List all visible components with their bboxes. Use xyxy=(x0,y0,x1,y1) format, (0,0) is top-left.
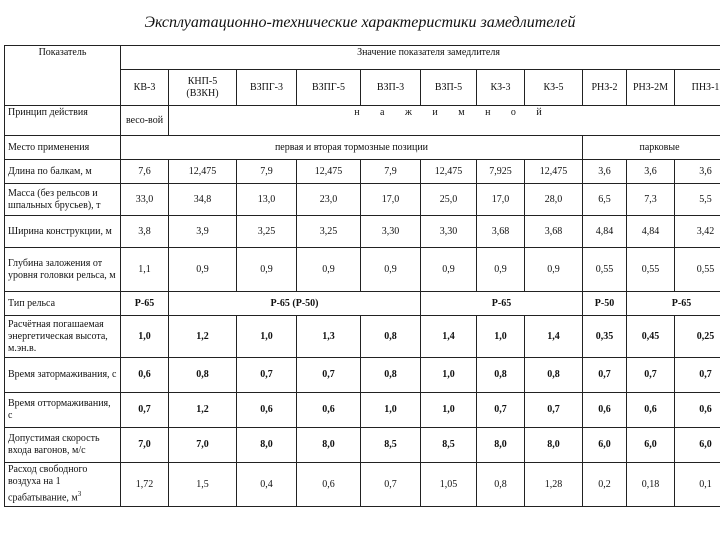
table-cell: 0,9 xyxy=(297,248,361,292)
table-cell: 0,9 xyxy=(361,248,421,292)
table-row xyxy=(5,292,720,316)
table-row xyxy=(5,463,720,507)
table-cell: 1,1 xyxy=(121,248,169,292)
table-cell: 8,0 xyxy=(297,428,361,463)
table-cell: 1,72 xyxy=(121,463,169,507)
row-label: Масса (без рельсов и шпальных брусьев), т xyxy=(5,184,121,216)
page-title: Эксплуатационно-технические характеристики замедлителей xyxy=(144,14,576,31)
table-cell: 1,05 xyxy=(421,463,477,507)
row-label: Расчётная погашаемая энергетическая высота, м.эн.в. xyxy=(5,316,121,358)
table-cell: 0,9 xyxy=(169,248,237,292)
table-cell: Р-50 xyxy=(583,292,627,316)
table-cell: 0,18 xyxy=(627,463,675,507)
table-cell: 1,28 xyxy=(525,463,583,507)
table-cell: 3,25 xyxy=(237,216,297,248)
table-cell: 7,925 xyxy=(477,160,525,184)
col-header: ВЗПГ-5 xyxy=(297,70,361,106)
table-cell: 7,0 xyxy=(121,428,169,463)
table-cell: 3,68 xyxy=(525,216,583,248)
table-row xyxy=(5,136,720,160)
table-cell: 7,0 xyxy=(169,428,237,463)
col-header: ВЗП-5 xyxy=(421,70,477,106)
table-cell: 0,6 xyxy=(297,463,361,507)
table-cell: 0,7 xyxy=(583,358,627,393)
table-cell: 1,4 xyxy=(421,316,477,358)
table-cell: 7,9 xyxy=(237,160,297,184)
col-header: КЗ-3 xyxy=(477,70,525,106)
table-row xyxy=(5,216,720,248)
table-cell: 3,8 xyxy=(121,216,169,248)
table-cell: 17,0 xyxy=(477,184,525,216)
table-cell: 8,0 xyxy=(237,428,297,463)
table-cell: 0,8 xyxy=(477,358,525,393)
table-cell: 0,45 xyxy=(627,316,675,358)
col-header: КЗ-5 xyxy=(525,70,583,106)
table-row xyxy=(5,248,720,292)
table-cell: 3,68 xyxy=(477,216,525,248)
table-cell: 0,7 xyxy=(525,393,583,428)
table-cell: весо-вой xyxy=(121,106,169,136)
table-cell: 0,7 xyxy=(361,463,421,507)
col-header: РНЗ-2 xyxy=(583,70,627,106)
table-cell: 12,475 xyxy=(525,160,583,184)
table-cell: 7,3 xyxy=(627,184,675,216)
table-cell: 7,9 xyxy=(361,160,421,184)
table-cell: первая и вторая тормозные позиции xyxy=(121,136,583,160)
table-row xyxy=(5,428,720,463)
table-row xyxy=(5,316,720,358)
table-cell: 0,8 xyxy=(361,316,421,358)
table-cell: 0,7 xyxy=(121,393,169,428)
table-cell: 1,3 xyxy=(297,316,361,358)
table-cell: 0,2 xyxy=(583,463,627,507)
table-cell: парковые xyxy=(583,136,720,160)
table-row xyxy=(5,184,720,216)
row-label: Тип рельса xyxy=(5,292,121,316)
table-cell: 1,0 xyxy=(121,316,169,358)
indicator-header: Показатель xyxy=(5,46,121,106)
table-cell: 8,0 xyxy=(525,428,583,463)
row-label: Допустимая скорость входа вагонов, м/с xyxy=(5,428,121,463)
table-cell: 0,8 xyxy=(525,358,583,393)
table-cell: 0,6 xyxy=(121,358,169,393)
specs-table xyxy=(4,45,720,507)
table-cell: 0,6 xyxy=(583,393,627,428)
value-group-header: Значение показателя замедлителя xyxy=(121,46,720,70)
table-cell: 8,5 xyxy=(361,428,421,463)
table-cell: 0,6 xyxy=(297,393,361,428)
table-cell: 0,7 xyxy=(675,358,720,393)
table-cell: 1,4 xyxy=(525,316,583,358)
table-cell: 28,0 xyxy=(525,184,583,216)
table-cell: 3,6 xyxy=(627,160,675,184)
col-header: РНЗ-2М xyxy=(627,70,675,106)
col-header: КВ-3 xyxy=(121,70,169,106)
table-cell: 5,5 xyxy=(675,184,720,216)
table-cell: 0,7 xyxy=(297,358,361,393)
row-label: Время оттормаживания, с xyxy=(5,393,121,428)
table-cell: 1,5 xyxy=(169,463,237,507)
table-cell: 3,25 xyxy=(297,216,361,248)
table-cell: 8,5 xyxy=(421,428,477,463)
table-cell: 6,0 xyxy=(583,428,627,463)
table-cell: 6,5 xyxy=(583,184,627,216)
table-row xyxy=(5,358,720,393)
table-cell: 3,42 xyxy=(675,216,720,248)
table-cell: 17,0 xyxy=(361,184,421,216)
table-cell: Р-65 xyxy=(121,292,169,316)
table-cell: 4,84 xyxy=(583,216,627,248)
table-cell: 3,6 xyxy=(675,160,720,184)
table-cell: 0,7 xyxy=(237,358,297,393)
table-cell: 0,55 xyxy=(675,248,720,292)
table-cell: 1,2 xyxy=(169,316,237,358)
table-cell: 4,84 xyxy=(627,216,675,248)
header-row xyxy=(5,46,720,70)
table-cell: 0,6 xyxy=(237,393,297,428)
table-cell: 0,6 xyxy=(627,393,675,428)
table-cell: 0,55 xyxy=(583,248,627,292)
table-cell: 6,0 xyxy=(675,428,720,463)
table-cell: 0,1 xyxy=(675,463,720,507)
table-cell: 0,9 xyxy=(525,248,583,292)
table-cell: 0,8 xyxy=(169,358,237,393)
table-cell: 3,30 xyxy=(421,216,477,248)
table-cell: 1,0 xyxy=(237,316,297,358)
table-row xyxy=(5,160,720,184)
table-cell: 1,2 xyxy=(169,393,237,428)
table-cell: 3,30 xyxy=(361,216,421,248)
table-cell: 1,0 xyxy=(421,358,477,393)
table-cell: 34,8 xyxy=(169,184,237,216)
table-cell: 8,0 xyxy=(477,428,525,463)
table-cell: 0,8 xyxy=(361,358,421,393)
table-cell: 6,0 xyxy=(627,428,675,463)
table-cell: 13,0 xyxy=(237,184,297,216)
row-label: Ширина конструкции, м xyxy=(5,216,121,248)
table-cell: 7,6 xyxy=(121,160,169,184)
table-cell: 3,9 xyxy=(169,216,237,248)
row-label: Принцип действия xyxy=(5,106,121,136)
col-header: ВЗПГ-3 xyxy=(237,70,297,106)
table-cell: 23,0 xyxy=(297,184,361,216)
table-cell: 0,9 xyxy=(421,248,477,292)
table-cell: 3,6 xyxy=(583,160,627,184)
table-cell: 12,475 xyxy=(421,160,477,184)
table-cell: 33,0 xyxy=(121,184,169,216)
table-cell: 12,475 xyxy=(297,160,361,184)
col-header: ПНЗ-1 xyxy=(675,70,720,106)
table-cell: 0,9 xyxy=(477,248,525,292)
table-cell: 1,0 xyxy=(421,393,477,428)
table-cell: 0,7 xyxy=(627,358,675,393)
table-cell: 1,0 xyxy=(361,393,421,428)
table-cell: 0,8 xyxy=(477,463,525,507)
row-label-superscript: 3 xyxy=(77,490,82,499)
table-cell: 0,6 xyxy=(675,393,720,428)
table-cell: Р-65 xyxy=(421,292,583,316)
table-cell: 0,9 xyxy=(237,248,297,292)
col-header: ВЗП-3 xyxy=(361,70,421,106)
table-cell: 0,25 xyxy=(675,316,720,358)
table-cell: 0,35 xyxy=(583,316,627,358)
table-cell: 0,4 xyxy=(237,463,297,507)
col-header: КНП-5 (ВЗКН) xyxy=(169,70,237,106)
table-cell: н а ж и м н о й xyxy=(169,106,720,136)
table-cell: Р-65 (Р-50) xyxy=(169,292,421,316)
table-cell: Р-65 xyxy=(627,292,720,316)
row-label: Глубина заложения от уровня головки рельса, м xyxy=(5,248,121,292)
row-label xyxy=(5,463,121,507)
row-label: Время затормаживания, с xyxy=(5,358,121,393)
row-label: Длина по балкам, м xyxy=(5,160,121,184)
row-label-text: Расход свободного воздуха на 1 срабатывание, м xyxy=(8,464,88,504)
table-cell: 25,0 xyxy=(421,184,477,216)
table-cell: 0,55 xyxy=(627,248,675,292)
table-cell: 1,0 xyxy=(477,316,525,358)
table-row xyxy=(5,106,720,136)
table-cell: 0,7 xyxy=(477,393,525,428)
row-label: Место применения xyxy=(5,136,121,160)
table-cell: 12,475 xyxy=(169,160,237,184)
table-row xyxy=(5,393,720,428)
